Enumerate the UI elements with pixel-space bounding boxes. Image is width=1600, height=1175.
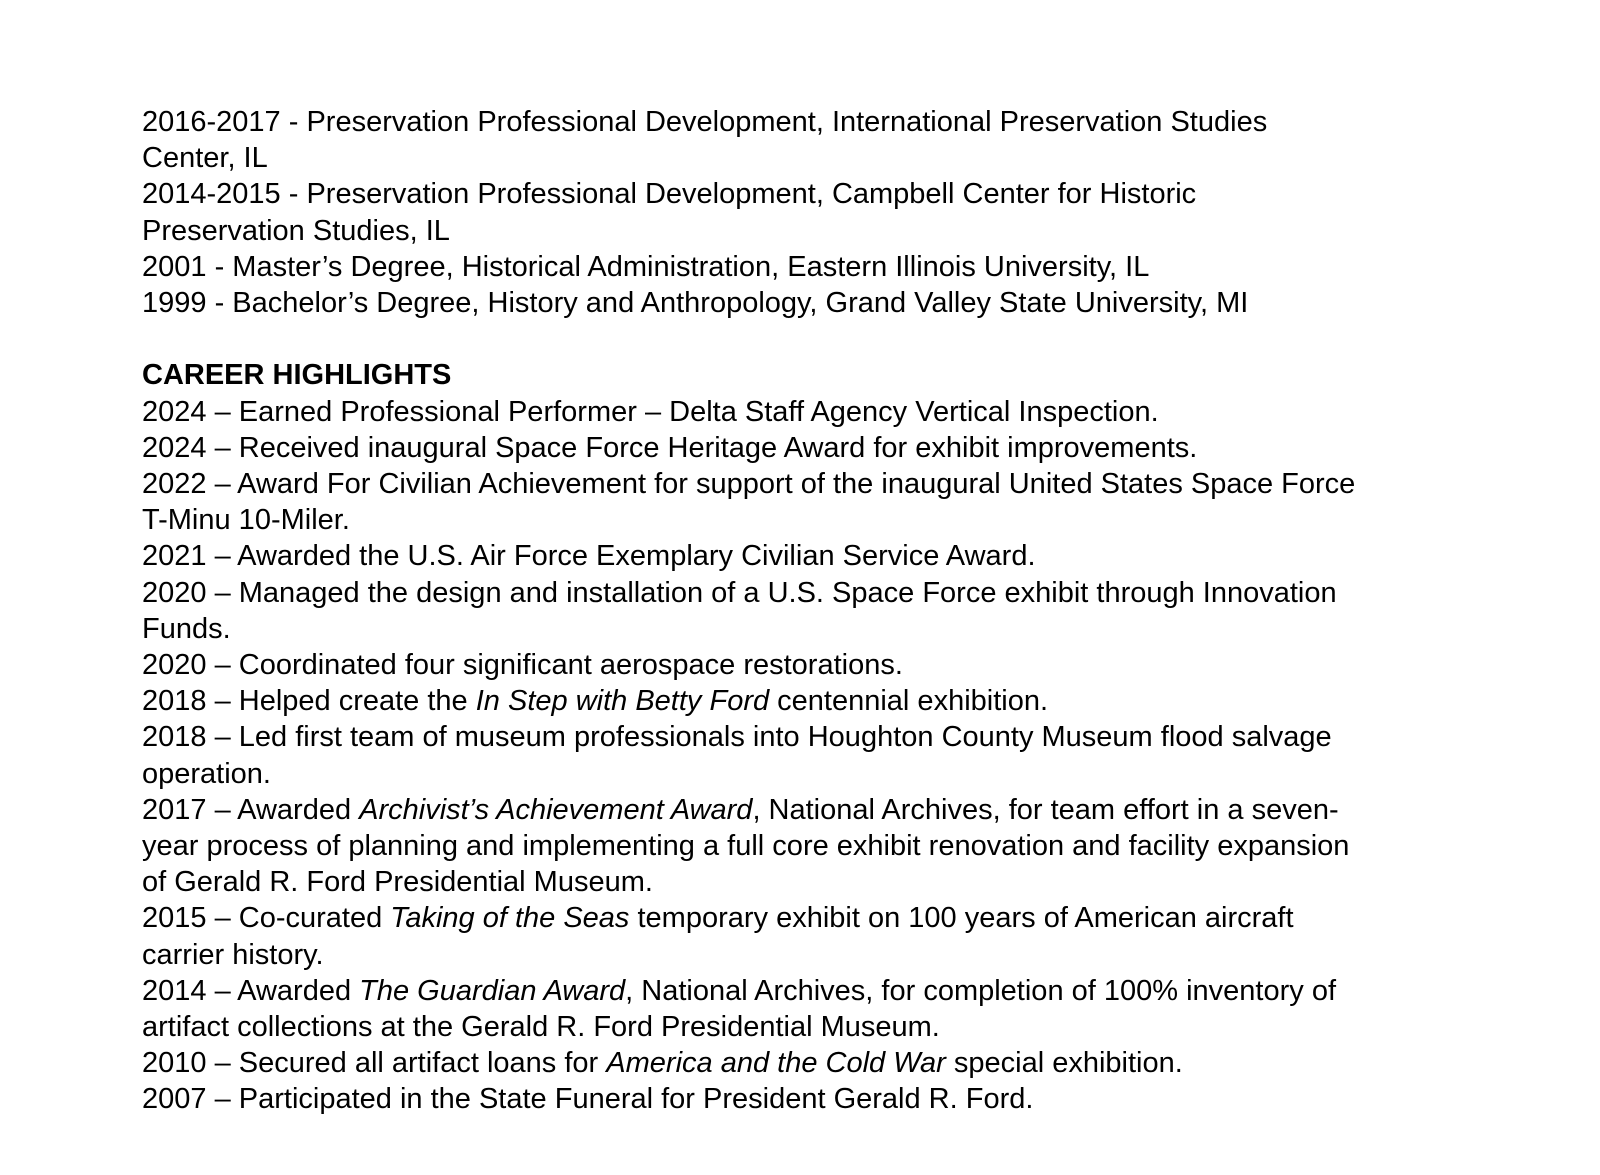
- highlight-line: 2020 – Coordinated four significant aerospace restorations.: [142, 649, 903, 682]
- highlight-line: [142, 973, 1482, 1009]
- highlight-line: 2024 – Earned Professional Performer – Delta Staff Agency Vertical Inspection.: [142, 395, 1159, 428]
- award-title: Archivist’s Achievement Award: [359, 793, 753, 826]
- highlight-line: of Gerald R. Ford Presidential Museum.: [142, 866, 653, 899]
- highlight-text: centennial exhibition.: [769, 685, 1049, 718]
- highlight-text: 2010 – Secured all artifact loans for: [142, 1047, 607, 1080]
- highlight-line: 2018 – Led first team of museum professionals into Houghton County Museum flood salvage: [142, 721, 1332, 754]
- resume-page: [142, 104, 1482, 1118]
- highlight-text: , National Archives, for team effort in a seven-: [752, 793, 1339, 826]
- highlight-line: 2021 – Awarded the U.S. Air Force Exemplary Civilian Service Award.: [142, 540, 1036, 573]
- highlight-line: [142, 683, 1482, 719]
- career-highlights-section: [142, 357, 1482, 1117]
- highlight-line: year process of planning and implementing a full core exhibit renovation and facility expansion: [142, 830, 1350, 863]
- education-line: 2014-2015 - Preservation Professional Development, Campbell Center for Historic: [142, 178, 1197, 211]
- exhibit-title: In Step with Betty Ford: [475, 685, 770, 718]
- highlight-line: [142, 1045, 1482, 1081]
- highlight-line: [142, 792, 1482, 828]
- exhibit-title: America and the Cold War: [606, 1047, 946, 1080]
- highlight-text: 2014 – Awarded: [142, 974, 360, 1007]
- highlight-text: 2015 – Co-curated: [142, 902, 391, 935]
- exhibit-title: Taking of the Seas: [390, 902, 630, 935]
- highlight-line: 2024 – Received inaugural Space Force Heritage Award for exhibit improvements.: [142, 431, 1198, 464]
- education-line: 2001 - Master’s Degree, Historical Administration, Eastern Illinois University, IL: [142, 250, 1150, 283]
- highlight-text: temporary exhibit on 100 years of American aircraft: [629, 902, 1294, 935]
- highlight-line: 2020 – Managed the design and installation of a U.S. Space Force exhibit through Innovation: [142, 576, 1337, 609]
- highlight-line: 2007 – Participated in the State Funeral for President Gerald R. Ford.: [142, 1083, 1034, 1116]
- education-section: [142, 104, 1482, 321]
- highlight-line: [142, 900, 1482, 936]
- highlight-line: 2022 – Award For Civilian Achievement for support of the inaugural United States Space Force: [142, 468, 1356, 501]
- section-spacer: [142, 321, 1482, 357]
- award-title: The Guardian Award: [359, 974, 626, 1007]
- highlight-line: Funds.: [142, 612, 231, 645]
- education-line: Center, IL: [142, 142, 268, 175]
- education-line: 1999 - Bachelor’s Degree, History and Anthropology, Grand Valley State University, MI: [142, 287, 1249, 320]
- highlight-line: artifact collections at the Gerald R. Ford Presidential Museum.: [142, 1011, 940, 1044]
- section-heading: CAREER HIGHLIGHTS: [142, 359, 452, 392]
- highlight-text: special exhibition.: [945, 1047, 1183, 1080]
- highlight-line: T-Minu 10-Miler.: [142, 504, 350, 537]
- education-line: 2016-2017 - Preservation Professional Development, International Preservation Studies: [142, 106, 1268, 138]
- highlight-text: 2017 – Awarded: [142, 793, 360, 826]
- highlight-line: carrier history.: [142, 938, 324, 971]
- education-line: Preservation Studies, IL: [142, 214, 450, 247]
- highlight-text: 2018 – Helped create the: [142, 685, 476, 718]
- highlight-line: operation.: [142, 757, 271, 790]
- highlight-text: , National Archives, for completion of 100% inventory of: [625, 974, 1337, 1007]
